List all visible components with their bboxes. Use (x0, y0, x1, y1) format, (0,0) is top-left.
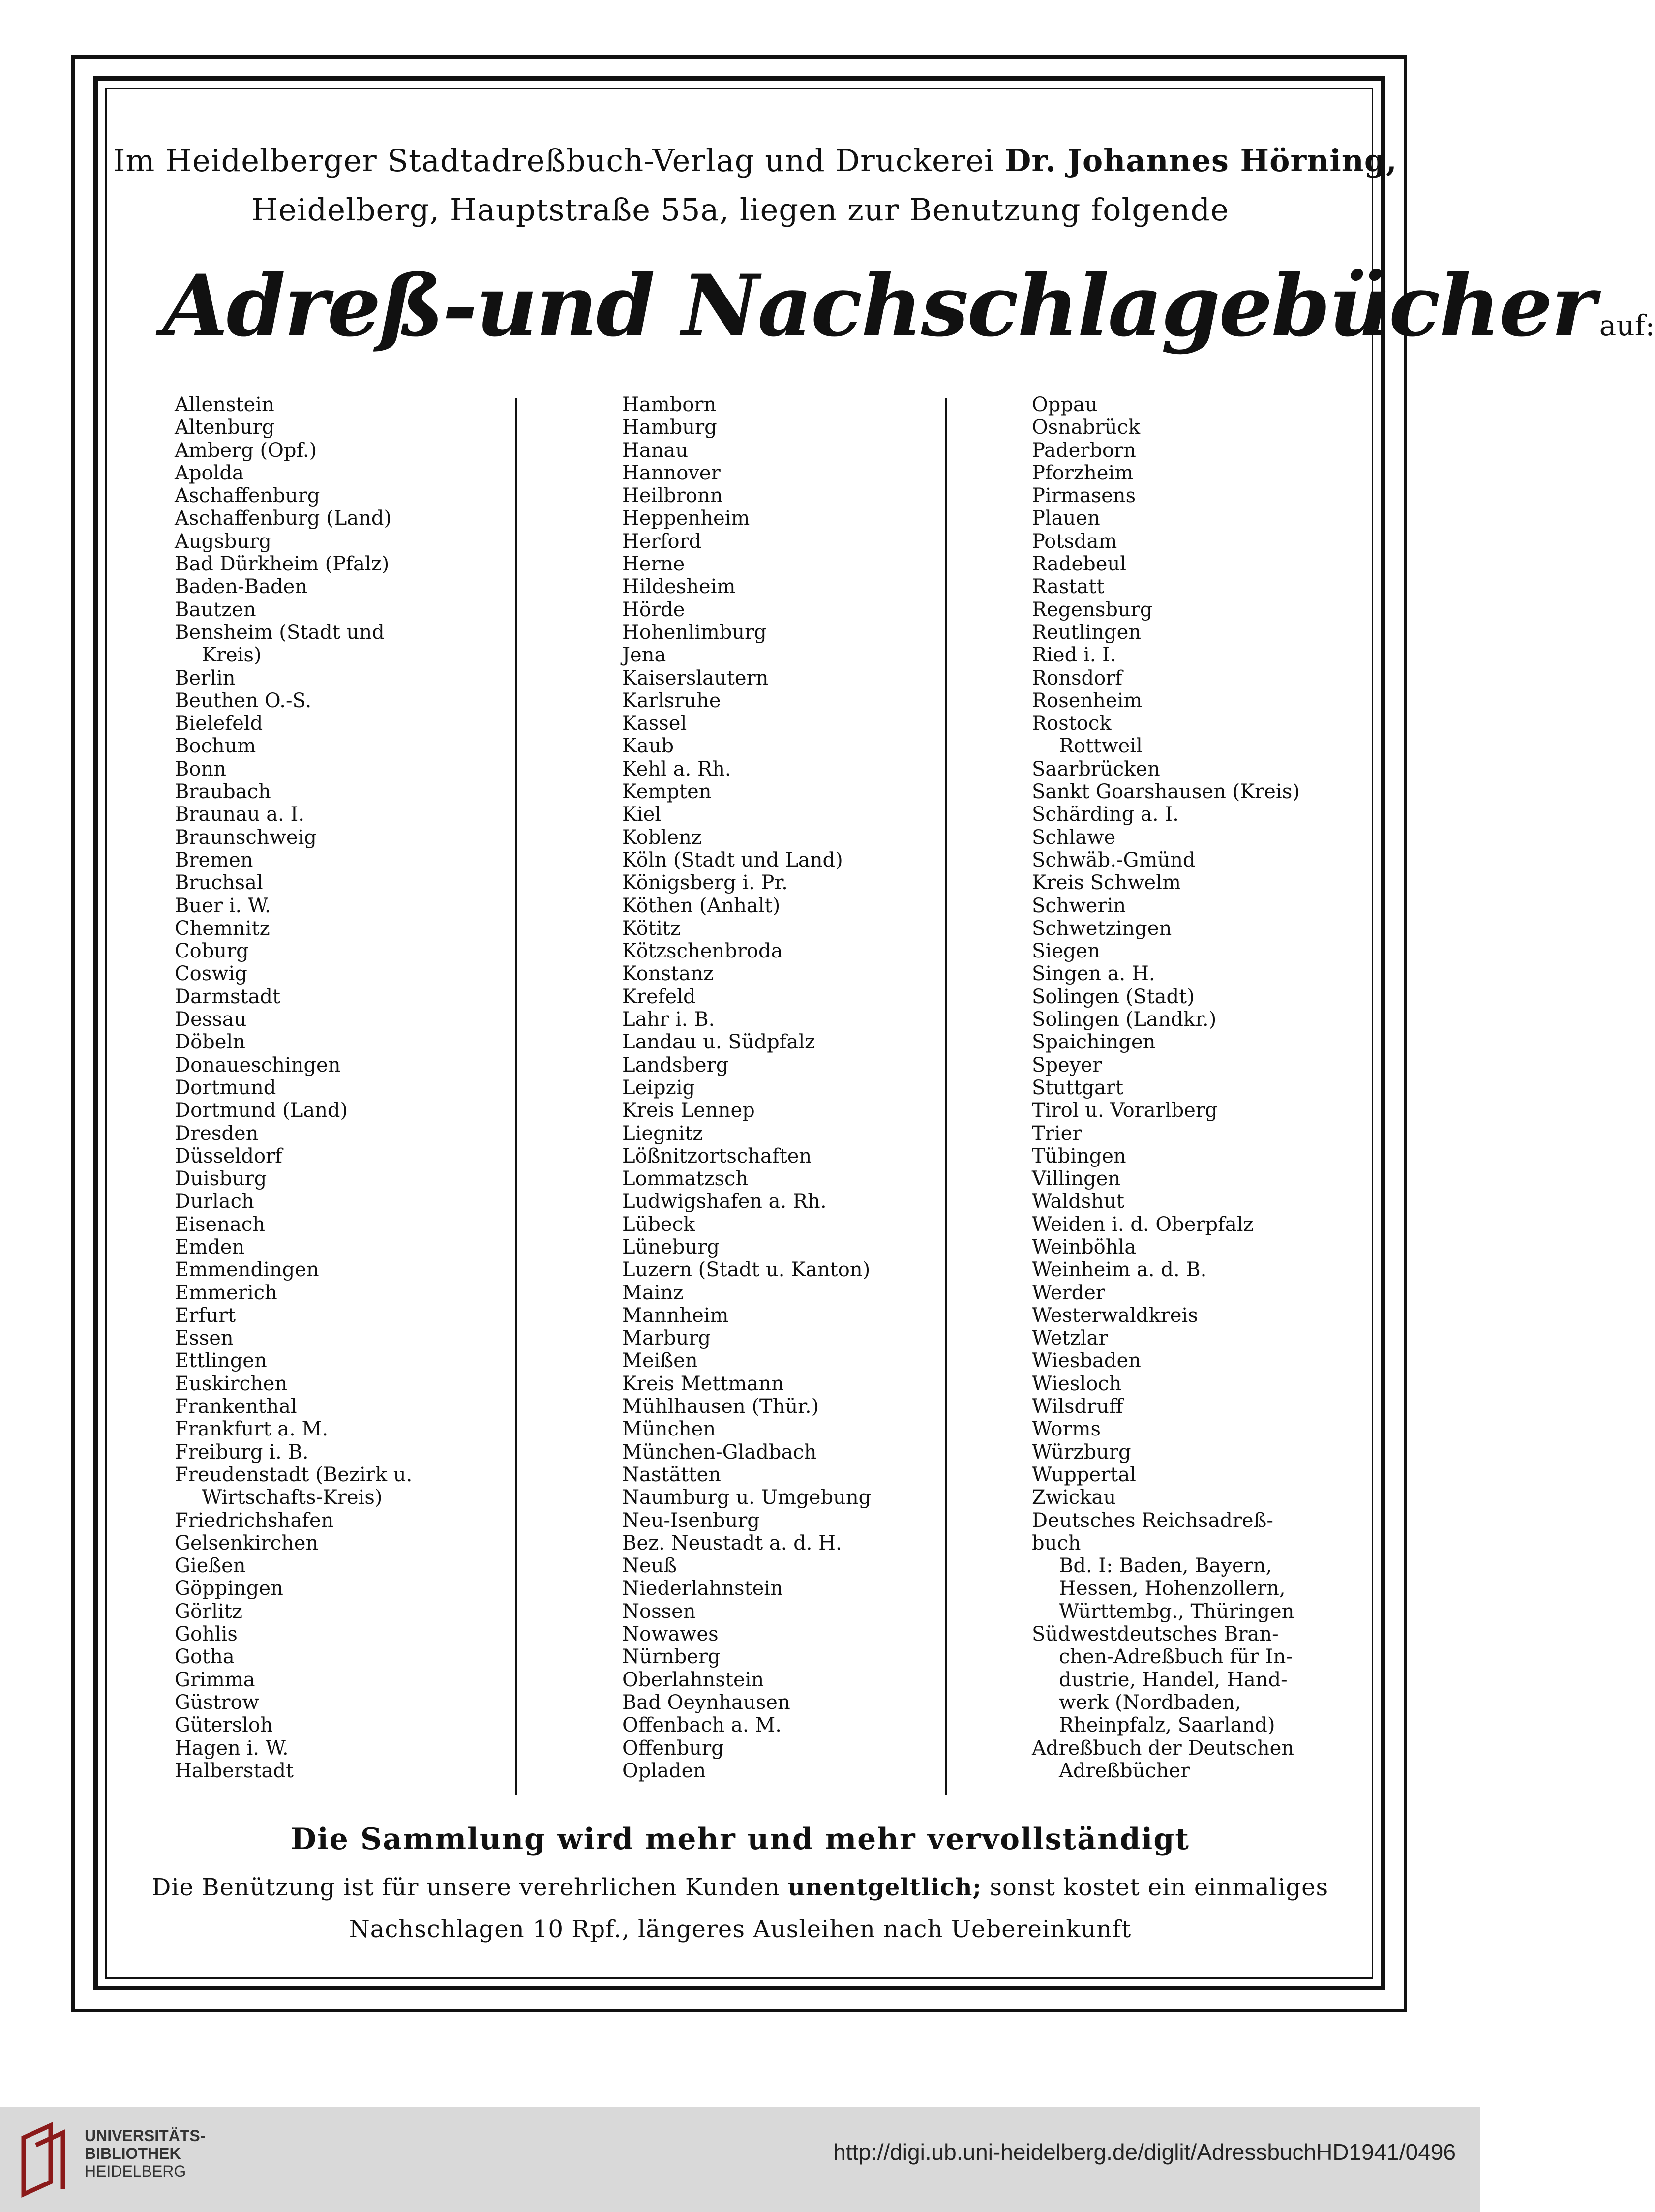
list-item: Altenburg (175, 416, 275, 439)
list-item: Amberg (Opf.) (175, 439, 317, 462)
collection-notice: Die Sammlung wird mehr und mehr vervollständigt (290, 1822, 1190, 1856)
list-item: dustrie, Handel, Hand- (1059, 1668, 1288, 1691)
list-item: Emmerich (175, 1281, 277, 1304)
list-item: Essen (175, 1327, 234, 1350)
list-item: Weinheim a. d. B. (1032, 1258, 1207, 1282)
list-item: Kehl a. Rh. (622, 757, 731, 780)
list-item: Bochum (175, 735, 256, 758)
list-item: Radebeul (1032, 553, 1126, 576)
list-item: Lößnitzortschaften (622, 1144, 812, 1167)
list-item: Rastatt (1032, 575, 1105, 598)
city-list-column-1 (175, 393, 568, 1782)
list-item: Solingen (Stadt) (1032, 985, 1195, 1008)
list-item: Buer i. W. (175, 894, 271, 917)
header-line-1: Im Heidelberger Stadtadreßbuch-Verlag und Druckerei Dr. Johannes Hörning, (113, 143, 1397, 179)
list-item: Dessau (175, 1008, 247, 1031)
list-item: Speyer (1032, 1053, 1102, 1076)
list-item: Werder (1032, 1281, 1106, 1304)
list-item: Güstrow (175, 1691, 259, 1714)
list-item: Leipzig (622, 1076, 695, 1099)
list-item: Sankt Goarshausen (Kreis) (1032, 780, 1300, 804)
list-item: Freudenstadt (Bezirk u. (175, 1463, 413, 1486)
list-item: München-Gladbach (622, 1440, 817, 1464)
column-divider (945, 398, 947, 1795)
list-item: Meißen (622, 1349, 698, 1373)
list-item: werk (Nordbaden, (1059, 1691, 1241, 1714)
list-item: Kreis Mettmann (622, 1372, 784, 1395)
list-item: Lommatzsch (622, 1167, 749, 1191)
list-item: Opladen (622, 1759, 706, 1782)
list-item: Adreßbuch der Deutschen (1032, 1736, 1294, 1760)
list-item: Konstanz (622, 962, 714, 986)
list-item: Paderborn (1032, 439, 1136, 462)
list-item: Darmstadt (175, 985, 281, 1008)
list-item: Rottweil (1059, 735, 1143, 758)
list-item: Braunschweig (175, 826, 317, 849)
list-item: Pforzheim (1032, 461, 1134, 484)
list-item: Donaueschingen (175, 1053, 341, 1076)
list-item: Berlin (175, 666, 236, 689)
list-item: Beuthen O.-S. (175, 689, 312, 712)
column-divider (515, 398, 517, 1795)
library-logo-icon (14, 2123, 78, 2197)
list-item: Friedrichshafen (175, 1509, 334, 1532)
list-item: München (622, 1418, 716, 1441)
list-item: Weinböhla (1032, 1235, 1137, 1258)
page-title: Adreß-und Nachschlagebücher auf: (162, 256, 1655, 356)
list-item: Hessen, Hohenzollern, (1059, 1577, 1286, 1600)
list-item: Pirmasens (1032, 484, 1136, 508)
list-item: Wetzlar (1032, 1327, 1108, 1350)
list-item: Württembg., Thüringen (1059, 1600, 1294, 1623)
list-item: Marburg (622, 1327, 711, 1350)
list-item: Gotha (175, 1645, 235, 1669)
list-item: Bad Dürkheim (Pfalz) (175, 553, 390, 576)
library-name: UNIVERSITÄTS- BIBLIOTHEK HEIDELBERG (85, 2127, 206, 2180)
list-item: Mannheim (622, 1304, 729, 1327)
list-item: Ried i. I. (1032, 644, 1116, 667)
list-item: Liegnitz (622, 1122, 703, 1145)
list-item: Nossen (622, 1600, 696, 1623)
list-item: Eisenach (175, 1213, 265, 1236)
list-item: Augsburg (175, 530, 271, 553)
list-item: Bruchsal (175, 871, 263, 895)
list-item: Euskirchen (175, 1372, 288, 1395)
list-item: Rostock (1032, 712, 1112, 735)
list-item: Koblenz (622, 826, 702, 849)
list-item: Hildesheim (622, 575, 736, 598)
list-item: Kötitz (622, 917, 681, 940)
list-item: Hannover (622, 461, 721, 484)
list-item: Baden-Baden (175, 575, 308, 598)
list-item: Karlsruhe (622, 689, 721, 712)
list-item: Weiden i. d. Oberpfalz (1032, 1213, 1254, 1236)
list-item: Gütersloh (175, 1714, 273, 1737)
list-item: Dresden (175, 1122, 259, 1145)
list-item: buch (1032, 1531, 1081, 1554)
list-item: Bremen (175, 848, 253, 871)
source-url-link[interactable]: http://digi.ub.uni-heidelberg.de/diglit/AdressbuchHD1941/0496 (833, 2139, 1456, 2165)
list-item: Kassel (622, 712, 687, 735)
list-item: Schwerin (1032, 894, 1126, 917)
list-item: Coswig (175, 962, 247, 986)
list-item: Hanau (622, 439, 689, 462)
list-item: Halberstadt (175, 1759, 294, 1782)
list-item: Offenburg (622, 1736, 724, 1760)
list-item: Schlawe (1032, 826, 1116, 849)
list-item: Oppau (1032, 393, 1098, 416)
list-item: Apolda (175, 461, 244, 484)
list-item: Deutsches Reichsadreß- (1032, 1509, 1273, 1532)
list-item: Südwestdeutsches Bran- (1032, 1623, 1279, 1646)
list-item: Potsdam (1032, 530, 1117, 553)
list-item: Bautzen (175, 598, 256, 621)
list-item: Emden (175, 1235, 245, 1258)
digitization-footer (0, 2107, 1480, 2212)
list-item: Kiel (622, 803, 662, 826)
list-item: Allenstein (175, 393, 274, 416)
list-item: Bd. I: Baden, Bayern, (1059, 1554, 1272, 1578)
usage-note-line-2: Nachschlagen 10 Rpf., längeres Ausleihen nach Uebereinkunft (349, 1915, 1132, 1943)
list-item: Bad Oeynhausen (622, 1691, 790, 1714)
list-item: Stuttgart (1032, 1076, 1124, 1099)
list-item: Aschaffenburg (Land) (175, 507, 392, 530)
list-item: Gelsenkirchen (175, 1531, 319, 1554)
list-item: Wuppertal (1032, 1463, 1136, 1486)
publisher-name: Dr. Johannes Hörning, (1004, 143, 1397, 179)
list-item: Mainz (622, 1281, 684, 1304)
list-item: Wilsdruff (1032, 1395, 1123, 1418)
list-item: Oberlahnstein (622, 1668, 764, 1691)
list-item: Bonn (175, 757, 226, 780)
list-item: Chemnitz (175, 917, 270, 940)
list-item: Nastätten (622, 1463, 721, 1486)
list-item: Kötzschenbroda (622, 940, 783, 963)
list-item: Saarbrücken (1032, 757, 1160, 780)
list-item: Erfurt (175, 1304, 236, 1327)
list-item: Ronsdorf (1032, 666, 1123, 689)
list-item: Siegen (1032, 940, 1100, 963)
list-item: Waldshut (1032, 1190, 1125, 1213)
list-item: Grimma (175, 1668, 255, 1691)
list-item: Zwickau (1032, 1486, 1116, 1509)
list-item: Dortmund (175, 1076, 276, 1099)
list-item: Mühlhausen (Thür.) (622, 1395, 819, 1418)
list-item: Hörde (622, 598, 685, 621)
list-item: Hamburg (622, 416, 717, 439)
list-item: Frankenthal (175, 1395, 297, 1418)
list-item: Kreis Lennep (622, 1099, 755, 1122)
list-item: Offenbach a. M. (622, 1714, 782, 1737)
list-item: Durlach (175, 1190, 254, 1213)
header-line-2: Heidelberg, Hauptstraße 55a, liegen zur Benutzung folgende (251, 192, 1229, 228)
list-item: Tübingen (1032, 1144, 1126, 1167)
list-item: Würzburg (1032, 1440, 1131, 1464)
list-item: Ettlingen (175, 1349, 267, 1373)
list-item: Westerwaldkreis (1032, 1304, 1198, 1327)
list-item: Heilbronn (622, 484, 723, 508)
list-item: Köthen (Anhalt) (622, 894, 781, 917)
list-item: Solingen (Landkr.) (1032, 1008, 1217, 1031)
list-item: Trier (1032, 1122, 1082, 1145)
list-item: Bensheim (Stadt und (175, 621, 385, 644)
list-item: Emmendingen (175, 1258, 319, 1282)
list-item: Bielefeld (175, 712, 263, 735)
list-item: Landau u. Südpfalz (622, 1031, 815, 1054)
list-item: Nowawes (622, 1623, 719, 1646)
list-item: Hagen i. W. (175, 1736, 289, 1760)
list-item: Rosenheim (1032, 689, 1143, 712)
list-item: Königsberg i. Pr. (622, 871, 788, 895)
list-item: Singen a. H. (1032, 962, 1155, 986)
list-item: Herford (622, 530, 702, 553)
list-item: Neuß (622, 1554, 677, 1578)
list-item: Kaub (622, 735, 674, 758)
list-item: Coburg (175, 940, 249, 963)
list-item: Landsberg (622, 1053, 729, 1076)
list-item: Göppingen (175, 1577, 283, 1600)
list-item: Dortmund (Land) (175, 1099, 348, 1122)
list-item: Wiesbaden (1032, 1349, 1141, 1373)
list-item: Braunau a. I. (175, 803, 305, 826)
list-item: Bez. Neustadt a. d. H. (622, 1531, 842, 1554)
list-item: Reutlingen (1032, 621, 1142, 644)
list-item: Tirol u. Vorarlberg (1032, 1099, 1218, 1122)
list-item: Duisburg (175, 1167, 267, 1191)
list-item: Worms (1032, 1418, 1101, 1441)
list-item: Ludwigshafen a. Rh. (622, 1190, 827, 1213)
list-item: Heppenheim (622, 507, 750, 530)
list-item: Kempten (622, 780, 712, 804)
list-item: Regensburg (1032, 598, 1153, 621)
list-item: Neu-Isenburg (622, 1509, 760, 1532)
list-item: Jena (622, 644, 666, 667)
list-item: Kreis) (202, 644, 262, 667)
list-item: Luzern (Stadt u. Kanton) (622, 1258, 871, 1282)
list-item: Kaiserslautern (622, 666, 769, 689)
list-item: Aschaffenburg (175, 484, 320, 508)
list-item: Osnabrück (1032, 416, 1141, 439)
list-item: Adreßbücher (1059, 1759, 1190, 1782)
list-item: Schärding a. I. (1032, 803, 1179, 826)
list-item: Krefeld (622, 985, 696, 1008)
list-item: Villingen (1032, 1167, 1121, 1191)
list-item: Spaichingen (1032, 1031, 1156, 1054)
list-item: Gohlis (175, 1623, 238, 1646)
list-item: Lüneburg (622, 1235, 720, 1258)
list-item: Lahr i. B. (622, 1008, 715, 1031)
list-item: Rheinpfalz, Saarland) (1059, 1714, 1275, 1737)
list-item: Schwäb.-Gmünd (1032, 848, 1196, 871)
list-item: Köln (Stadt und Land) (622, 848, 843, 871)
list-item: Gießen (175, 1554, 246, 1578)
list-item: Döbeln (175, 1031, 245, 1054)
list-item: Düsseldorf (175, 1144, 282, 1167)
list-item: Wirtschafts-Kreis) (202, 1486, 383, 1509)
list-item: Braubach (175, 780, 271, 804)
list-item: Nürnberg (622, 1645, 721, 1669)
list-item: Wiesloch (1032, 1372, 1122, 1395)
list-item: Hohenlimburg (622, 621, 767, 644)
list-item: Hamborn (622, 393, 717, 416)
list-item: Lübeck (622, 1213, 695, 1236)
usage-note-line-1: Die Benützung ist für unsere verehrlichen Kunden unentgeltlich; sonst kostet ein einmaliges (151, 1874, 1329, 1901)
city-list-column-2 (622, 393, 1016, 1782)
list-item: Schwetzingen (1032, 917, 1172, 940)
list-item: Görlitz (175, 1600, 242, 1623)
list-item: Freiburg i. B. (175, 1440, 309, 1464)
list-item: Niederlahnstein (622, 1577, 783, 1600)
list-item: Naumburg u. Umgebung (622, 1486, 872, 1509)
list-item: chen-Adreßbuch für In- (1059, 1645, 1293, 1669)
list-item: Herne (622, 553, 685, 576)
list-item: Kreis Schwelm (1032, 871, 1181, 895)
list-item: Plauen (1032, 507, 1100, 530)
list-item: Frankfurt a. M. (175, 1418, 329, 1441)
city-list-column-3 (1032, 393, 1425, 1782)
